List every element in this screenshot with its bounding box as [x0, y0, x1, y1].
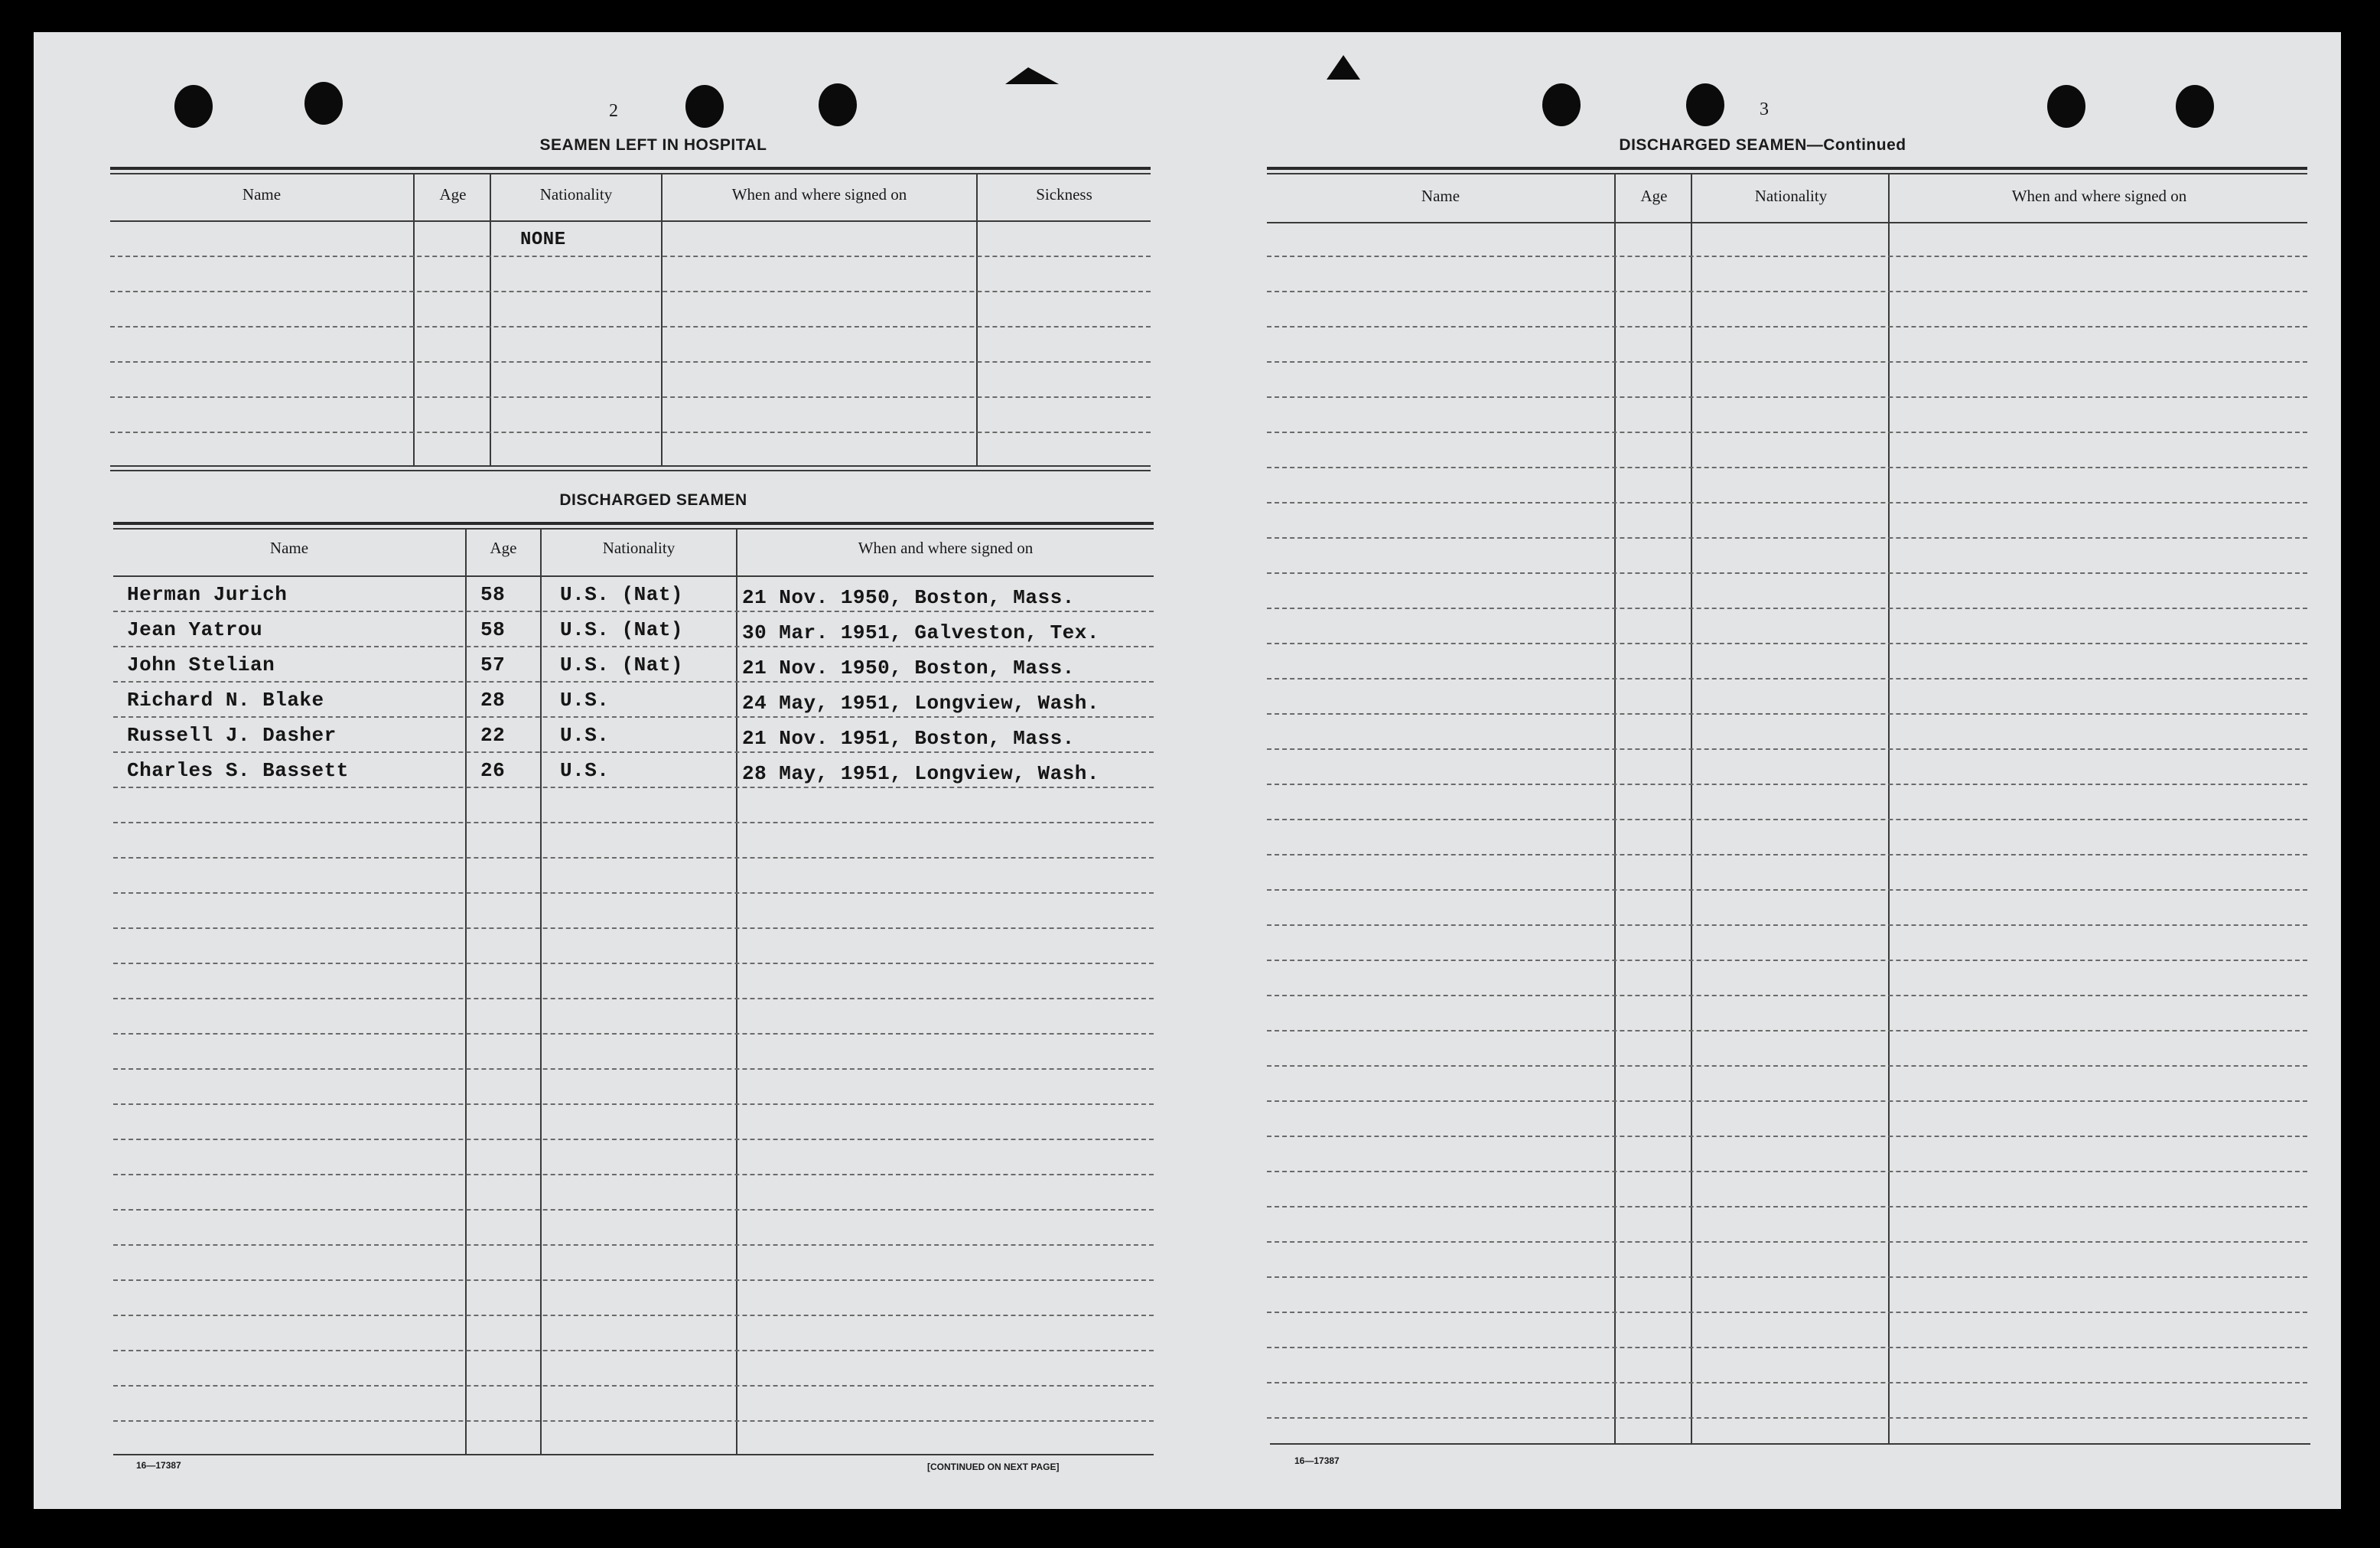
col-divider: [1614, 174, 1616, 1443]
table-line: [110, 220, 1151, 222]
ruling-line: [113, 1209, 1154, 1211]
continued-note: [CONTINUED ON NEXT PAGE]: [927, 1462, 1060, 1472]
col-divider: [490, 174, 491, 467]
ruling-line: [113, 1033, 1154, 1035]
punch-hole: [819, 83, 857, 126]
seaman-name: Herman Jurich: [127, 583, 288, 606]
ruling-line: [1267, 995, 2307, 996]
punch-hole: [1686, 83, 1724, 126]
ruling-line: [1267, 291, 2307, 292]
punch-hole: [304, 82, 343, 125]
col-header-signed-on: When and where signed on: [858, 539, 1034, 557]
ruling-line: [1267, 1065, 2307, 1067]
ruling-line: [1267, 1100, 2307, 1102]
ruling-line: [1267, 889, 2307, 891]
ruling-line: [1267, 1206, 2307, 1207]
ruling-line: [1267, 819, 2307, 820]
ruling-line: [1267, 960, 2307, 961]
seaman-name: Jean Yatrou: [127, 618, 263, 641]
rule: [110, 465, 1151, 467]
ruling-line: [1267, 854, 2307, 855]
rule: [110, 173, 1151, 174]
rule: [113, 528, 1154, 530]
seaman-age: 57: [480, 653, 506, 676]
punch-hole: [1542, 83, 1581, 126]
rule: [110, 470, 1151, 471]
punch-hole: [2047, 85, 2085, 128]
col-header-nationality: Nationality: [602, 539, 676, 557]
ruling-line: [113, 998, 1154, 999]
col-header-age: Age: [490, 539, 517, 557]
ruling-line: [1267, 1171, 2307, 1172]
rule: [113, 522, 1154, 525]
seaman-nationality: U.S. (Nat): [560, 653, 684, 676]
title-suffix: —Continued: [1806, 136, 1906, 154]
col-divider: [1691, 174, 1692, 1443]
hospital-entry-nationality: NONE: [520, 230, 566, 250]
seaman-age: 28: [480, 689, 506, 712]
hospital-section-title: SEAMEN LEFT IN HOSPITAL: [539, 136, 767, 154]
ruling-line: [1267, 256, 2307, 257]
seaman-name: Russell J. Dasher: [127, 724, 337, 747]
rule: [113, 1454, 1154, 1455]
col-header-signed-on: When and where signed on: [2011, 187, 2187, 205]
ruling-line: [1267, 432, 2307, 433]
seaman-age: 22: [480, 724, 506, 747]
seaman-signed-on: 28 May, 1951, Longview, Wash.: [742, 762, 1099, 785]
paper-tear: [1327, 55, 1360, 80]
ruling-line: [1267, 748, 2307, 750]
rule: [1267, 173, 2307, 174]
ruling-line: [113, 681, 1154, 683]
ruling-line: [113, 822, 1154, 823]
col-header-name: Name: [1421, 187, 1460, 205]
ruling-line: [113, 716, 1154, 718]
ruling-line: [1267, 643, 2307, 644]
form-number: 16—17387: [1294, 1455, 1340, 1466]
col-header-age: Age: [439, 185, 467, 204]
rule: [1270, 1443, 2310, 1445]
seaman-nationality: U.S.: [560, 759, 610, 782]
seaman-nationality: U.S. (Nat): [560, 618, 684, 641]
seaman-name: Charles S. Bassett: [127, 759, 349, 782]
table-line: [1267, 222, 2307, 223]
ruling-line: [1267, 502, 2307, 504]
ruling-line: [1267, 1382, 2307, 1383]
ruling-line: [113, 1279, 1154, 1281]
ruling-line: [113, 1420, 1154, 1422]
table-line: [110, 432, 1151, 433]
ruling-line: [1267, 784, 2307, 785]
table-line: [110, 256, 1151, 257]
discharged-continued-title: [1556, 136, 1969, 155]
document-sheet: [34, 32, 2341, 1509]
col-header-name: Name: [242, 185, 282, 204]
seaman-nationality: U.S.: [560, 724, 610, 747]
seaman-name: Richard N. Blake: [127, 689, 324, 712]
ruling-line: [1267, 1312, 2307, 1313]
seaman-age: 26: [480, 759, 506, 782]
table-line: [113, 575, 1154, 577]
ruling-line: [113, 1068, 1154, 1070]
table-line: [110, 361, 1151, 363]
table-line: [110, 291, 1151, 292]
ruling-line: [1267, 467, 2307, 468]
punch-hole: [174, 85, 213, 128]
ruling-line: [1267, 1276, 2307, 1278]
form-number: 16—17387: [136, 1460, 181, 1471]
col-divider: [661, 174, 663, 467]
ruling-line: [113, 927, 1154, 929]
ruling-line: [113, 1244, 1154, 1246]
col-header-sickness: Sickness: [1036, 185, 1092, 204]
title-main: DISCHARGED SEAMEN: [1619, 136, 1807, 154]
punch-hole: [685, 85, 724, 128]
col-header-name: Name: [269, 539, 309, 557]
ruling-line: [113, 1174, 1154, 1175]
col-divider: [976, 174, 978, 467]
seaman-age: 58: [480, 618, 506, 641]
ruling-line: [1267, 1030, 2307, 1031]
col-header-nationality: Nationality: [1754, 187, 1828, 205]
paper-tear: [1005, 67, 1059, 84]
ruling-line: [113, 1315, 1154, 1316]
seaman-signed-on: 30 Mar. 1951, Galveston, Tex.: [742, 621, 1099, 644]
ruling-line: [113, 892, 1154, 894]
ruling-line: [113, 1139, 1154, 1140]
punch-hole: [2176, 85, 2214, 128]
ruling-line: [113, 646, 1154, 647]
ruling-line: [1267, 1241, 2307, 1243]
ruling-line: [1267, 924, 2307, 926]
seaman-signed-on: 24 May, 1951, Longview, Wash.: [742, 692, 1099, 715]
seaman-age: 58: [480, 583, 506, 606]
ruling-line: [1267, 326, 2307, 328]
ruling-line: [1267, 572, 2307, 574]
page-number: 3: [1760, 99, 1769, 119]
seaman-name: John Stelian: [127, 653, 275, 676]
ruling-line: [113, 1385, 1154, 1387]
rule: [1267, 167, 2307, 170]
seaman-signed-on: 21 Nov. 1951, Boston, Mass.: [742, 727, 1075, 750]
seaman-signed-on: 21 Nov. 1950, Boston, Mass.: [742, 657, 1075, 679]
ruling-line: [1267, 1417, 2307, 1419]
ruling-line: [113, 787, 1154, 788]
seaman-nationality: U.S.: [560, 689, 610, 712]
rule: [110, 167, 1151, 170]
ruling-line: [1267, 537, 2307, 539]
col-header-signed-on: When and where signed on: [731, 185, 907, 204]
ruling-line: [113, 857, 1154, 859]
ruling-line: [1267, 678, 2307, 679]
table-line: [110, 396, 1151, 398]
col-header-age: Age: [1640, 187, 1668, 205]
ruling-line: [113, 1103, 1154, 1105]
seaman-signed-on: 21 Nov. 1950, Boston, Mass.: [742, 586, 1075, 609]
ruling-line: [1267, 608, 2307, 609]
seaman-nationality: U.S. (Nat): [560, 583, 684, 606]
ruling-line: [113, 611, 1154, 612]
page-number: 2: [609, 101, 618, 121]
discharged-section-title: DISCHARGED SEAMEN: [559, 491, 747, 509]
col-divider: [413, 174, 415, 467]
ruling-line: [113, 963, 1154, 964]
ruling-line: [1267, 1136, 2307, 1137]
ruling-line: [113, 751, 1154, 753]
ruling-line: [1267, 396, 2307, 398]
ruling-line: [1267, 713, 2307, 715]
table-line: [110, 326, 1151, 328]
col-divider: [1888, 174, 1890, 1443]
ruling-line: [1267, 1347, 2307, 1348]
col-header-nationality: Nationality: [539, 185, 613, 204]
ruling-line: [113, 1350, 1154, 1351]
ruling-line: [1267, 361, 2307, 363]
